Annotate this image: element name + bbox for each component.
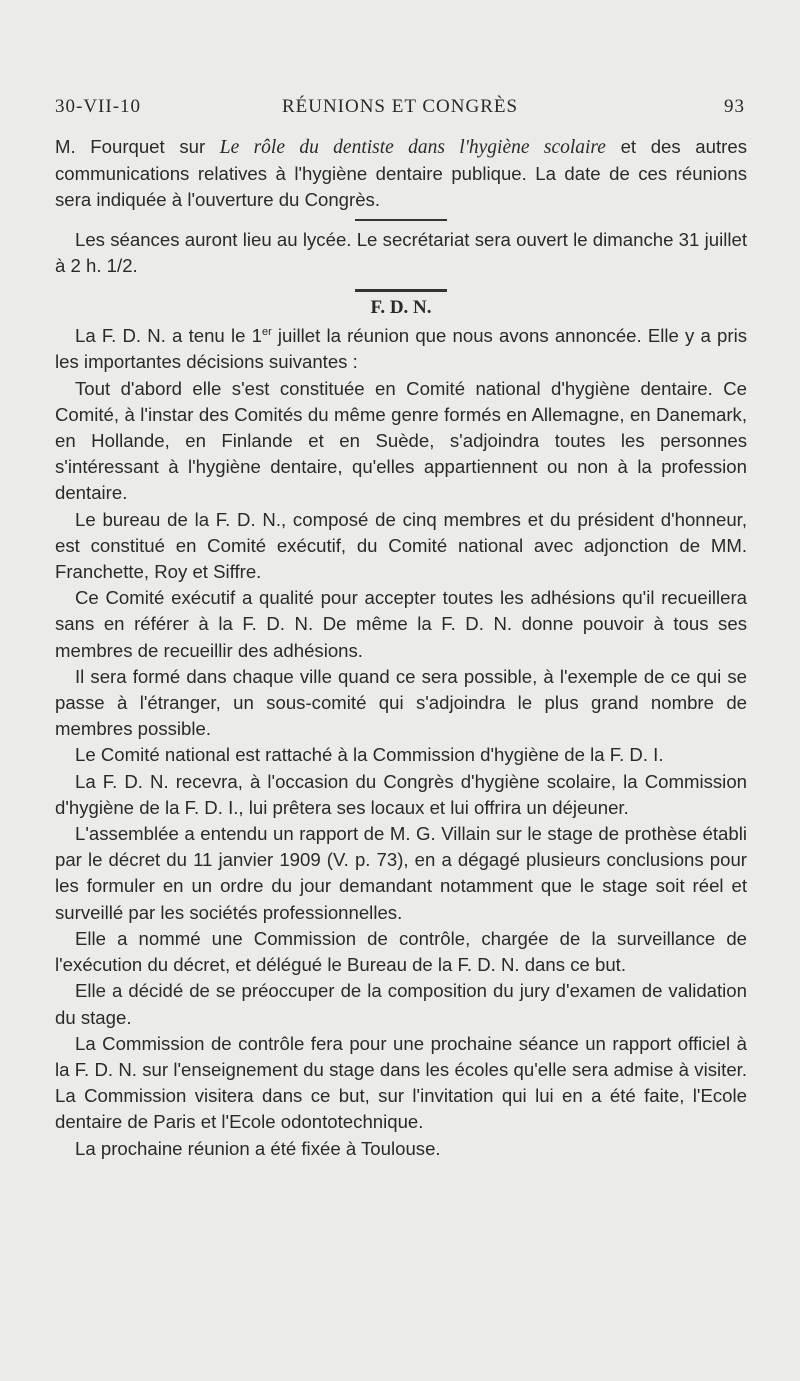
paragraph: Ce Comité exécutif a qualité pour accepter toutes les adhésions qu'il recueillera sans en référer à la F. D. N. De même la F. D. N. donne pouvoir à tous ses membres de recueillir des adhésions. [55,587,747,661]
paragraph: L'assemblée a entendu un rapport de M. G. Villain sur le stage de prothèse établi par le décret du 11 janvier 1909 (V. p. 73), en a dégagé plusieurs conclusions pour les formuler en un ordre du jour demandant notamment que le stage soit réel et surveillé par les sociétés professionnelles. [55,823,747,923]
paragraph: Les séances auront lieu au lycée. Le secrétariat sera ouvert le dimanche 31 juillet à 2 h. 1/2. [55,228,747,276]
paragraph: La prochaine réunion a été fixée à Toulouse. [75,1137,441,1159]
paragraph: Le Comité national est rattaché à la Commission d'hygiène de la F. D. I. [75,744,664,766]
running-header [55,96,745,126]
italic-title: Le rôle du dentiste dans l'hygiène scolaire [219,137,606,158]
header-date: 30-VII-10 [55,96,142,117]
paragraph: Elle a décidé de se préoccuper de la composition du jury d'examen de validation du stage. [55,980,747,1028]
paragraph: Tout d'abord elle s'est constituée en Comité national d'hygiène dentaire. Ce Comité, à l'instar des Comités du même genre formés en Allemagne, en Danemark, en Hollande, en Finlande et en Suède, s'adjoindra toutes les personnes s'intéressant à l'hygiène dentaire, qu'elles appartiennent ou non à la profession dentaire. [55,377,747,504]
paragraph: La Commission de contrôle fera pour une prochaine séance un rapport officiel à la F. D. N. sur l'enseignement du stage dans les écoles qu'elle sera admise à visiter. La Commission visitera dans ce but, sur l'invitation qui lui en a été faite, l'Ecole dentaire de Paris et l'Ecole odontotechnique. [55,1032,747,1133]
superscript: er [261,326,272,339]
text-run: M. Fourquet sur [55,136,220,157]
paragraph: Il sera formé dans chaque ville quand ce sera possible, à l'exemple de ce qui se passe à l'étranger, un sous-comité qui s'adjoindra le plus grand nombre de membres possible. [55,665,747,740]
separator-rule [355,289,447,292]
paragraph [55,134,747,214]
text-run: juillet la réunion que nous avons annoncée. Elle y a pris les importantes décisions suivantes : [55,325,748,373]
paragraph: La F. D. N. recevra, à l'occasion du Congrès d'hygiène scolaire, la Commission d'hygiène de la F. D. I., lui prêtera ses locaux et lui offrira un déjeuner. [55,770,747,818]
paragraph: Elle a nommé une Commission de contrôle, chargée de la surveillance de l'exécution du décret, et délégué le Bureau de la F. D. N. dans ce but. [55,927,747,976]
body-text [55,134,747,1162]
header-title: RÉUNIONS ET CONGRÈS [281,96,519,117]
paragraph [55,323,747,375]
paragraph: Le bureau de la F. D. N., composé de cinq membres et du président d'honneur, est constitué en Comité exécutif, du Comité national avec adjonction de MM. Franchette, Roy et Siffre. [55,508,747,583]
section-heading: F. D. N. [370,297,432,319]
text-run: La F. D. N. a tenu le 1 [75,325,262,347]
page-number: 93 [724,96,745,117]
separator-rule [355,219,447,221]
text-run: et des autres communications relatives à l'hygiène dentaire publique. La date de ces réunions sera indiquée à l'ouverture du Congrès. [55,136,747,211]
